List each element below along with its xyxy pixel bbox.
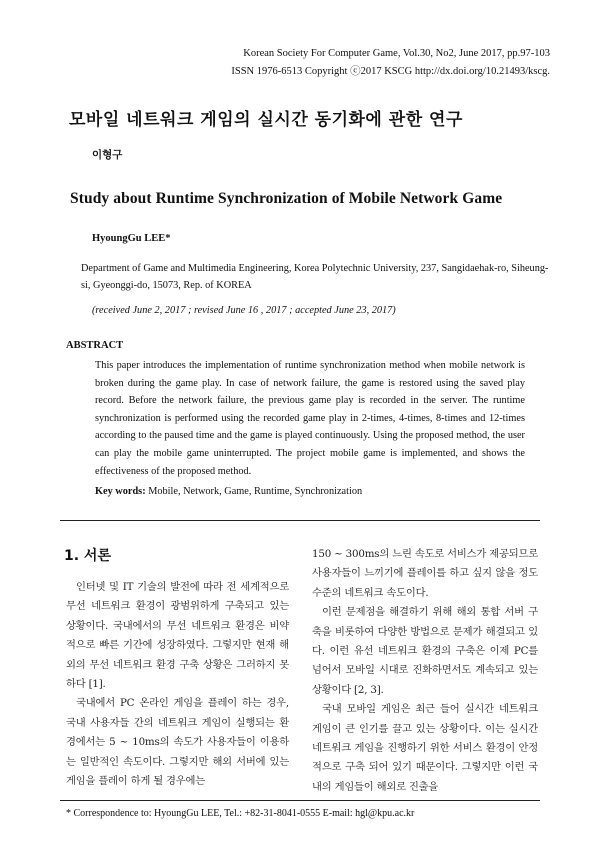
left-column xyxy=(66,578,289,791)
keywords-label: Key words: xyxy=(95,486,146,497)
journal-citation-line: Korean Society For Computer Game, Vol.30, No2, June 2017, pp.97-103 xyxy=(243,48,550,59)
affiliation: Department of Game and Multimedia Engineering, Korea Polytechnic University, 237, Sangidaehak-ro, Siheung-si, Gyeonggi-do, 15073, Rep. of KOREA xyxy=(81,263,549,291)
keywords-value: Mobile, Network, Game, Runtime, Synchronization xyxy=(148,486,363,497)
paragraph: 인터넷 및 IT 기술의 발전에 따라 전 세계적으로 무선 네트워크 환경이 광범위하게 구축되고 있는 상황이다. 국내에서의 무선 네트워크 환경은 비약적으로 빠른 기간에 성장하였다. 그렇지만 현재 해외의 무선 네트워크 환경 구축 상황은 그러하지 못하다 [1]. xyxy=(66,581,289,691)
korean-author: 이형구 xyxy=(92,149,123,161)
paragraph: 150 ~ 300ms의 느린 속도로 서비스가 제공되므로 사용자들이 느끼기에 플레이를 하고 싶지 않을 정도 수준의 네트워크 속도이다. xyxy=(312,548,538,599)
correspondence-footnote: * Correspondence to: HyoungGu LEE, Tel.: +82-31-8041-0555 E-mail: hgl@kpu.ac.kr xyxy=(66,808,415,819)
section-divider xyxy=(60,520,540,521)
paragraph: 국내에서 PC 온라인 게임을 플레이 하는 경우, 국내 사용자들 간의 네트워크 게임이 실행되는 환경에서는 5 ~ 10ms의 속도가 사용자들이 이용하는 일반적인 속도이다. 그렇지만 해외 서버에 있는 게임을 플레이 하게 될 경우에는 xyxy=(66,697,289,788)
section-heading: 1. 서론 xyxy=(64,548,111,564)
right-column xyxy=(312,545,538,797)
korean-title: 모바일 네트워크 게임의 실시간 동기화에 관한 연구 xyxy=(69,110,463,130)
issn-copyright-line: ISSN 1976-6513 Copyright ⓒ2017 KSCG http://dx.doi.org/10.21493/kscg. xyxy=(231,66,550,77)
abstract-body: This paper introduces the implementation of runtime synchronization method when mobile network is broken during the game play. In case of network failure, the game is restored using the saved play record. Before the network failure, the previous game play is recorded in the server. The runtime synchronization is performed using the recorded game play in 2-times, 4-times, 8-times and 12-times according to the paused time and the game is played continuously. Using the proposed method, the user can play the mobile game uninterrupted. The project mobile game is implemented, and shows the effectiveness of the proposed method. xyxy=(95,360,525,477)
english-title: Study about Runtime Synchronization of Mobile Network Game xyxy=(70,190,503,207)
footnote-divider xyxy=(60,800,540,801)
paragraph: 이런 문제점을 해결하기 위해 해외 통합 서버 구축을 비롯하여 다양한 방법으로 문제가 해결되고 있다. 이런 유선 네트워크 환경의 구축은 이제 PC를 넘어서 모바일 시대로 진화하면서도 계속되고 있는 상황이다 [2, 3]. xyxy=(312,606,538,696)
paragraph: 국내 모바일 게임은 최근 들어 실시간 네트워크 게임이 큰 인기를 끌고 있는 상황이다. 이는 실시간 네트워크 게임을 진행하기 위한 서비스 환경이 안정적으로 구축 되어 있기 때문이다. 그렇지만 이런 국내의 게임들이 해외로 진출을 xyxy=(312,703,538,793)
keywords xyxy=(95,486,362,497)
submission-dates: (received June 2, 2017 ; revised June 16 , 2017 ; accepted June 23, 2017) xyxy=(92,305,396,316)
abstract-heading: ABSTRACT xyxy=(66,340,124,351)
english-author: HyoungGu LEE* xyxy=(92,233,171,244)
